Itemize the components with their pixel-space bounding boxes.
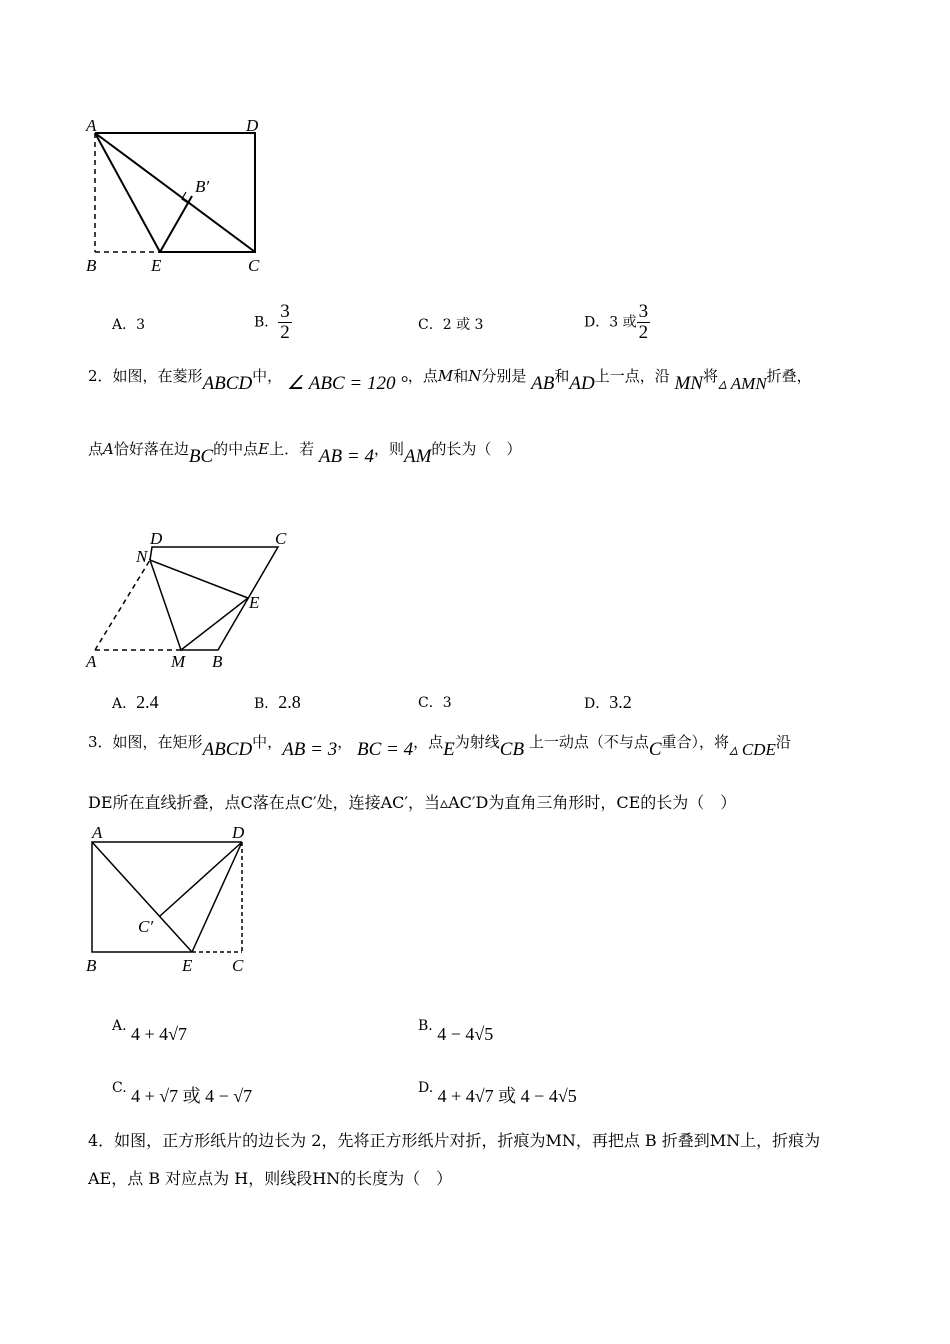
q2-option-c[interactable]: C．3 bbox=[418, 695, 452, 711]
label-b-prime: B′ bbox=[195, 177, 210, 196]
label-n: N bbox=[136, 547, 148, 566]
label-a: A bbox=[86, 116, 97, 135]
q3-stem-line2: DE所在直线折叠，点C落在点C′处，连接AC′，当▵AC′D为直角三角形时，CE的长为（ ） bbox=[88, 793, 737, 812]
label-d: D bbox=[232, 823, 245, 842]
label-c: C bbox=[275, 529, 287, 548]
label-a: A bbox=[86, 652, 97, 671]
label-c: C bbox=[248, 256, 260, 275]
label-a: A bbox=[92, 823, 103, 842]
q2-stem-line1: 2．如图，在菱形ABCD中， ∠ ABC = 120 °，点M和N分别是 AB和AD上一点，沿 MN将▵ AMN折叠， bbox=[88, 367, 812, 394]
label-e: E bbox=[151, 256, 162, 275]
q3-stem-line1: 3．如图，在矩形ABCD中，AB = 3， BC = 4，点E为射线CB 上一动点（不与点C重合），将▵ CDE沿 bbox=[88, 733, 791, 760]
q3-option-b[interactable]: B. 4 − 4√5 bbox=[418, 1018, 494, 1044]
label-b: B bbox=[212, 652, 223, 671]
q4-stem-line2: AE，点 B 对应点为 H，则线段HN的长度为（ ） bbox=[88, 1169, 453, 1188]
label-b: B bbox=[86, 256, 97, 275]
q4-stem-line1: 4．如图，正方形纸片的边长为 2，先将正方形纸片对折，折痕为MN，再把点 B 折叠到MN上，折痕为 bbox=[88, 1131, 821, 1150]
q3-option-a[interactable]: A. 4 + 4√7 bbox=[112, 1018, 188, 1044]
label-d: D bbox=[150, 529, 163, 548]
label-m: M bbox=[171, 652, 186, 671]
q3-option-c[interactable]: C. 4 + √7 或 4 − √7 bbox=[112, 1080, 253, 1106]
label-b: B bbox=[86, 956, 97, 975]
q2-stem-line2: 点A恰好落在边BC的中点E上．若 AB = 4，则AM的长为（ ） bbox=[88, 440, 522, 467]
q1-option-b[interactable]: B． $\frac{3}{2}$ bbox=[254, 301, 290, 343]
q1-option-c[interactable]: C．2 或 3 bbox=[418, 317, 484, 333]
label-c: C bbox=[232, 956, 244, 975]
q1-option-a[interactable]: A．3 bbox=[112, 317, 146, 333]
q2-option-a[interactable]: A．2.4 bbox=[112, 692, 159, 712]
q3-option-d[interactable]: D. 4 + 4√7 或 4 − 4√5 bbox=[418, 1080, 577, 1106]
q2-option-d[interactable]: D．3.2 bbox=[584, 692, 632, 712]
label-c-prime: C′ bbox=[138, 917, 154, 936]
label-d: D bbox=[246, 116, 259, 135]
label-e: E bbox=[249, 593, 260, 612]
q1-option-d[interactable]: D．3 或 $\frac{3}{2}$ bbox=[584, 301, 649, 343]
label-e: E bbox=[182, 956, 193, 975]
q2-option-b[interactable]: B．2.8 bbox=[254, 692, 301, 712]
